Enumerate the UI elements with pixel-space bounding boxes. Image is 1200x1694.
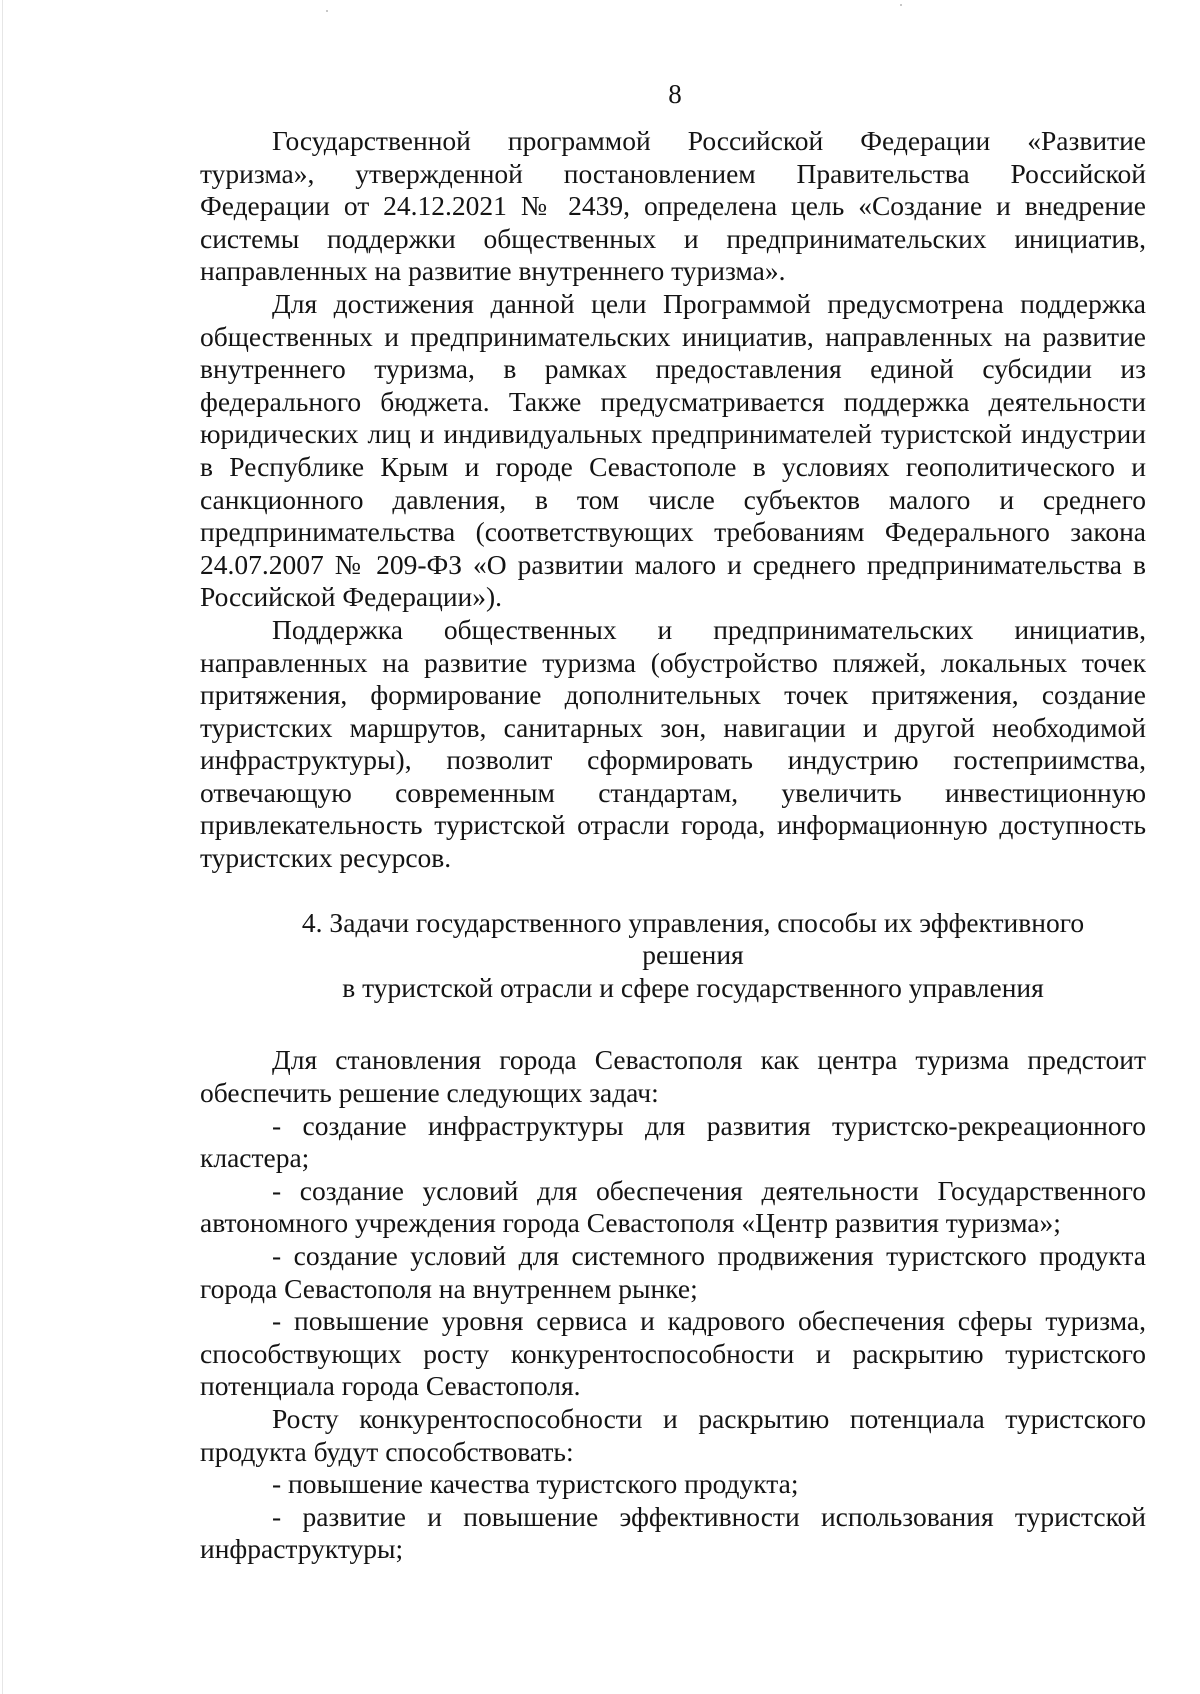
list-item: - повышение уровня сервиса и кадрового обеспечения сферы туризма, способствующих росту конкурентоспособности и раскрытию туристского потенциала города Севастополя. bbox=[200, 1305, 1146, 1402]
section-heading bbox=[200, 907, 1146, 1005]
paragraph: Росту конкурентоспособности и раскрытию потенциала туристского продукта будут способствовать: bbox=[200, 1402, 1146, 1467]
scan-artifact bbox=[326, 10, 328, 12]
scan-artifact bbox=[2, 0, 3, 1694]
section-heading-line: решения bbox=[642, 939, 744, 971]
list-item: - повышение качества туристского продукта; bbox=[272, 1468, 799, 1500]
list-item: - создание условий для обеспечения деятельности Государственного автономного учреждения города Севастополя «Центр развития туризма»; bbox=[200, 1174, 1146, 1239]
tasks-section bbox=[200, 1044, 1146, 1566]
scan-artifact bbox=[900, 4, 902, 6]
paragraph: Поддержка общественных и предпринимательских инициатив, направленных на развитие туризма (обустройство пляжей, локальных точек притяжения, формирование дополнительных точек притяжения, создание туристских маршрутов, санитарных зон, навигации и другой необходимой инфраструктуры), позволит сформировать индустрию гостеприимства, отвечающую современным стандартам, увеличить инвестиционную привлекательность туристской отрасли города, информационную доступность туристских ресурсов. bbox=[200, 613, 1146, 874]
list-item: - создание условий для системного продвижения туристского продукта города Севастополя на внутреннем рынке; bbox=[200, 1240, 1146, 1304]
paragraph: Для становления города Севастополя как центра туризма предстоит обеспечить решение следующих задач: bbox=[200, 1044, 1146, 1109]
list-item: - создание инфраструктуры для развития туристско-рекреационного кластера; bbox=[200, 1109, 1146, 1174]
section-heading-line: 4. Задачи государственного управления, способы их эффективного bbox=[301, 906, 1085, 938]
list-item: - развитие и повышение эффективности использования туристской инфраструктуры; bbox=[200, 1500, 1146, 1565]
page-number: 8 bbox=[668, 79, 682, 109]
document-body bbox=[200, 125, 1146, 1566]
paragraph: Государственной программой Российской Федерации «Развитие туризма», утвержденной постановлением Правительства Российской Федерации от 24.12.2021 № 2439, определена цель «Создание и внедрение системы поддержки общественных и предпринимательских инициатив, направленных на развитие внутреннего туризма». bbox=[200, 125, 1146, 287]
section-heading-line: в туристской отрасли и сфере государственного управления bbox=[342, 971, 1044, 1003]
paragraph: Для достижения данной цели Программой предусмотрена поддержка общественных и предпринимательских инициатив, направленных на развитие внутреннего туризма, в рамках предоставления единой субсидии из федерального бюджета. Также предусматривается поддержка деятельности юридических лиц и индивидуальных предпринимателей туристской индустрии в Республике Крым и городе Севастополе в условиях геополитического и санкционного давления, в том числе субъектов малого и среднего предпринимательства (соответствующих требованиям Федерального закона 24.07.2007 № 209-ФЗ «О развитии малого и среднего предпринимательства в Российской Федерации»). bbox=[200, 287, 1146, 613]
